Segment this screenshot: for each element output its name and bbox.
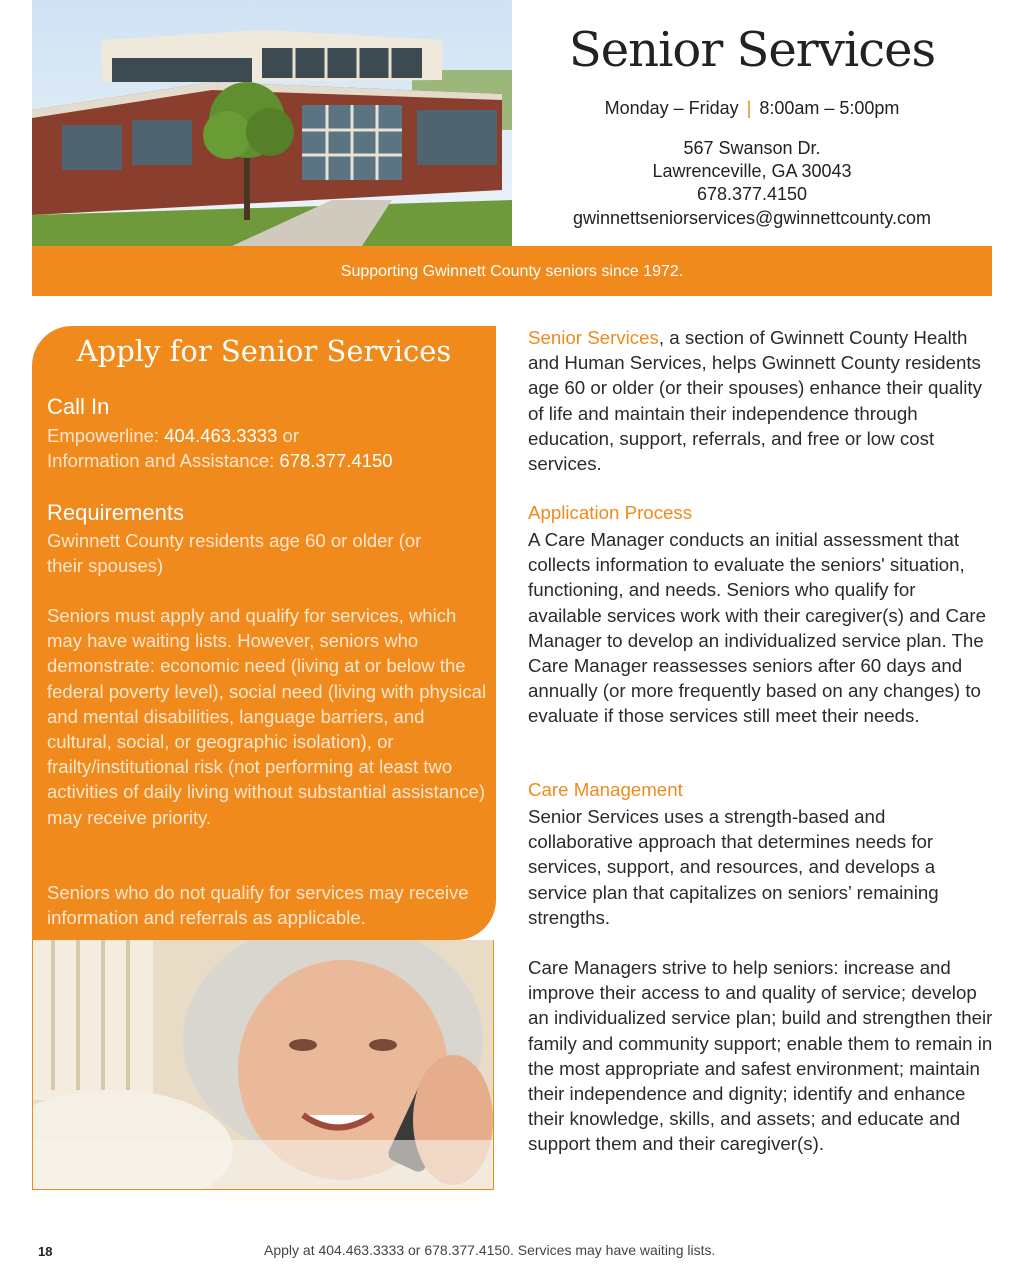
address-street: 567 Swanson Dr. — [683, 138, 821, 158]
page-title: Senior Services — [568, 22, 936, 78]
contact-phone: 678.377.4150 — [696, 184, 808, 204]
care-managers-goals-text: Care Managers strive to help seniors: increase and improve their access to and quality of service; develop an individualized service plan; build and strengthen their family and community support; enable them to remain in the most appropriate and safest environment; maintain their independence and dignity; identify and enhance their knowledge, skills, and assets; and educate and support them and their caregiver(s). — [528, 957, 993, 1155]
senior-woman-photo — [32, 940, 494, 1190]
building-photo — [32, 0, 512, 246]
page-number: 18 — [38, 1244, 53, 1259]
address-city: Lawrenceville, GA 30043 — [652, 161, 852, 181]
assistance-phone[interactable]: 678.377.4150 — [279, 450, 393, 471]
contact-email[interactable]: gwinnettseniorservices@gwinnettcounty.com — [572, 208, 932, 228]
call-in-line-assistance — [47, 448, 492, 473]
care-management-text: Senior Services uses a strength-based and collaborative approach that determines needs for services, support, and resources, and develops a service plan that capitalizes on seniors’ remaining strengths. — [528, 806, 939, 928]
empowerline-phone[interactable]: 404.463.3333 — [164, 425, 278, 446]
call-in-line-empowerline — [47, 423, 492, 448]
application-process-heading: Application Process — [528, 502, 693, 523]
intro-lead: Senior Services — [528, 327, 659, 348]
empowerline-label: Empowerline: — [47, 425, 165, 446]
call-in-heading: Call In — [47, 394, 110, 419]
office-hours — [520, 98, 984, 119]
hours-separator: | — [746, 98, 752, 118]
apply-box — [32, 326, 496, 940]
footer-note: Apply at 404.463.3333 or 678.377.4150. Services may have waiting lists. — [264, 1242, 716, 1258]
hours-time: 8:00am – 5:00pm — [759, 98, 900, 118]
tagline-banner: Supporting Gwinnett County seniors since 1972. — [32, 246, 992, 296]
empowerline-suffix: or — [277, 425, 299, 446]
care-management-heading: Care Management — [528, 779, 683, 800]
requirements-paragraph-priority: Seniors must apply and qualify for services, which may have waiting lists. However, seniors who demonstrate: economic need (living at or below the federal poverty level), social need (living with physical and mental disabilities, language barriers, and cultural, social, or geographic isolation), or frailty/institutional risk (not performing at least two activities of daily living without substantial assistance) may receive priority. — [47, 605, 487, 828]
intro-paragraph — [528, 325, 994, 476]
requirements-paragraph-referrals: Seniors who do not qualify for services may receive information and referrals as applicable. — [47, 882, 469, 929]
assistance-label: Information and Assistance: — [47, 450, 280, 471]
intro-text: , a section of Gwinnett County Health and Human Services, helps Gwinnett County residents age 60 or older (or their spouses) enhance their quality of life and maintain their independence through education, support, referrals, and free or low cost services. — [528, 327, 982, 475]
requirements-heading: Requirements — [47, 500, 184, 525]
application-process-text: A Care Manager conducts an initial assessment that collects information to evaluate the seniors' situation, functioning, and needs. Seniors who qualify for available services work with their caregiver(s) and Care Manager to develop an individualized service plan. The Care Manager reassesses seniors after 60 days and annually (or more frequently based on any changes) to evaluate if those services still meet their needs. — [528, 529, 987, 727]
apply-box-title: Apply for Senior Services — [76, 334, 452, 368]
requirements-text: Gwinnett County residents age 60 or older (or their spouses) — [47, 530, 422, 577]
hours-days: Monday – Friday — [604, 98, 739, 118]
